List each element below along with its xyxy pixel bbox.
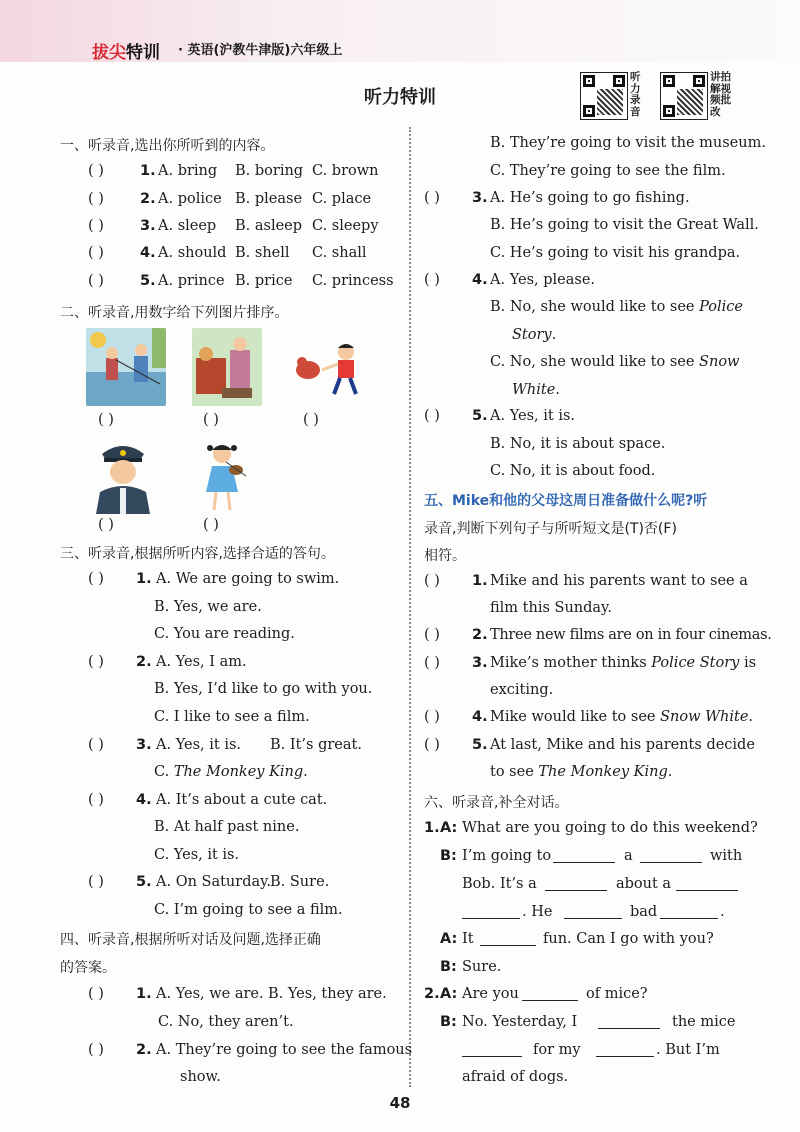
option-a: A. Yes, it is. xyxy=(490,408,576,424)
fill-blank[interactable] xyxy=(522,986,578,1001)
item-number: 1. xyxy=(136,986,152,1002)
item-number: 2. xyxy=(472,627,488,643)
item-number: 2. xyxy=(136,654,152,670)
answer-paren[interactable]: ( ) xyxy=(424,573,440,589)
picture-answer-paren[interactable]: ( ) xyxy=(203,517,219,533)
answer-paren[interactable]: ( ) xyxy=(88,163,104,179)
option-b: B. Yes, I’d like to go with you. xyxy=(154,681,373,697)
item-number: 3. xyxy=(472,655,488,671)
answer-paren[interactable]: ( ) xyxy=(88,737,104,753)
answer-paren[interactable]: ( ) xyxy=(424,627,440,643)
picture-answer-paren[interactable]: ( ) xyxy=(303,412,319,428)
option-c: C. sleepy xyxy=(312,218,379,234)
option-b: B. shell xyxy=(235,245,290,261)
option-c: C. Yes, it is. xyxy=(154,847,240,863)
dialogue-line: about a xyxy=(616,876,672,892)
dialogue-line: a xyxy=(624,848,633,864)
option-b: B. Yes, they are. xyxy=(268,986,387,1002)
speaker-b-label: B: xyxy=(440,959,457,975)
qr-caption-video: 讲拍解视频批改 xyxy=(710,71,731,118)
answer-paren[interactable]: ( ) xyxy=(88,245,104,261)
fill-blank[interactable] xyxy=(564,904,622,919)
dialogue-line: for my xyxy=(533,1042,581,1058)
dialogue-line: . But I’m xyxy=(656,1042,720,1058)
statement-text-cont: to see The Monkey King. xyxy=(490,764,673,780)
option-c: C. He’s going to visit his grandpa. xyxy=(490,245,741,261)
picture-answer-paren[interactable]: ( ) xyxy=(98,412,114,428)
section2-heading: 二、听录音,用数字给下列图片排序。 xyxy=(60,305,289,321)
item-number: 4. xyxy=(140,245,156,261)
option-c-cont: White. xyxy=(512,382,560,398)
item-number: 5. xyxy=(140,273,156,289)
option-c: C. No, they aren’t. xyxy=(158,1014,294,1030)
option-a: A. On Saturday. xyxy=(156,874,272,890)
section3-heading: 三、听录音,根据所听内容,选择合适的答句。 xyxy=(60,546,335,562)
option-a: A. He’s going to go fishing. xyxy=(490,190,690,206)
answer-paren[interactable]: ( ) xyxy=(88,874,104,890)
page-number: 48 xyxy=(389,1094,411,1112)
fill-blank[interactable] xyxy=(676,876,738,891)
dialogue-line: It xyxy=(462,931,474,947)
option-b-cont: Story. xyxy=(512,327,557,343)
fill-blank[interactable] xyxy=(545,876,607,891)
option-a: A. Yes, I am. xyxy=(156,654,247,670)
page-title: 听力特训 xyxy=(364,87,436,108)
option-c: C. I’m going to see a film. xyxy=(154,902,343,918)
answer-paren[interactable]: ( ) xyxy=(424,737,440,753)
option-b: B. please xyxy=(235,191,303,207)
option-a: A. We are going to swim. xyxy=(156,571,340,587)
fill-blank[interactable] xyxy=(640,848,702,863)
option-c: C. I like to see a film. xyxy=(154,709,310,725)
option-c: C. brown xyxy=(312,163,379,179)
dialogue-line: bad xyxy=(630,904,658,920)
dialogue-line: . He xyxy=(522,904,553,920)
option-b: B. No, she would like to see Police xyxy=(490,299,744,315)
option-a: A. bring xyxy=(158,163,218,179)
dialogue-line: afraid of dogs. xyxy=(462,1069,569,1085)
item-number: 4. xyxy=(472,709,488,725)
dialogue-line: the mice xyxy=(672,1014,736,1030)
answer-paren[interactable]: ( ) xyxy=(88,218,104,234)
fill-blank[interactable] xyxy=(553,848,615,863)
item-number: 4. xyxy=(136,792,152,808)
option-b: B. He’s going to visit the Great Wall. xyxy=(490,217,759,233)
answer-paren[interactable]: ( ) xyxy=(424,272,440,288)
option-c: C. princess xyxy=(312,273,394,289)
brand-logo: 拔尖特训 xyxy=(92,43,160,63)
section5-heading-cont: 相符。 xyxy=(424,548,466,564)
option-b: B. asleep xyxy=(235,218,303,234)
section6-heading: 六、听录音,补全对话。 xyxy=(424,795,569,811)
option-a: A. Yes, it is. xyxy=(156,737,242,753)
option-b: B. Yes, we are. xyxy=(154,599,262,615)
section4-heading: 四、听录音,根据所听对话及问题,选择正确 xyxy=(60,932,321,948)
option-a: A. They’re going to see the famous xyxy=(156,1042,413,1058)
dialogue-line: Are you xyxy=(462,986,519,1002)
dialogue-line: What are you going to do this weekend? xyxy=(462,820,758,836)
statement-text: Mike’s mother thinks Police Story is xyxy=(490,655,757,671)
answer-paren[interactable]: ( ) xyxy=(88,986,104,1002)
item-number: 1. xyxy=(140,163,156,179)
fill-blank[interactable] xyxy=(462,904,520,919)
option-c: C. They’re going to see the film. xyxy=(490,163,726,179)
picture-answer-paren[interactable]: ( ) xyxy=(203,412,219,428)
picture-police-officer xyxy=(92,438,154,514)
option-b: B. price xyxy=(235,273,293,289)
fill-blank[interactable] xyxy=(596,1042,654,1057)
option-c: C. The Monkey King. xyxy=(154,764,308,780)
statement-text-cont: film this Sunday. xyxy=(490,600,612,616)
answer-paren[interactable]: ( ) xyxy=(88,191,104,207)
answer-paren[interactable]: ( ) xyxy=(88,792,104,808)
item-number: 5. xyxy=(136,874,152,890)
dialogue-number: 2. xyxy=(424,986,440,1002)
option-b: B. boring xyxy=(235,163,304,179)
section5-heading: 五、Mike和他的父母这周日准备做什么呢?听 xyxy=(424,493,708,509)
option-c: C. shall xyxy=(312,245,367,261)
dialogue-line: No. Yesterday, I xyxy=(462,1014,578,1030)
fill-blank[interactable] xyxy=(660,904,718,919)
item-number: 3. xyxy=(472,190,488,206)
qr-caption-listening: 听力录音 xyxy=(630,71,641,118)
item-number: 5. xyxy=(472,408,488,424)
answer-paren[interactable]: ( ) xyxy=(88,654,104,670)
answer-paren[interactable]: ( ) xyxy=(424,190,440,206)
item-number: 2. xyxy=(136,1042,152,1058)
picture-answer-paren[interactable]: ( ) xyxy=(98,517,114,533)
statement-text: Mike and his parents want to see a xyxy=(490,573,748,589)
speaker-b-label: B: xyxy=(440,1014,457,1030)
answer-paren[interactable]: ( ) xyxy=(88,571,104,587)
option-b: B. At half past nine. xyxy=(154,819,300,835)
answer-paren[interactable]: ( ) xyxy=(424,408,440,424)
option-a-cont: show. xyxy=(180,1069,221,1085)
item-number: 3. xyxy=(136,737,152,753)
option-a: A. should xyxy=(158,245,227,261)
option-c: C. You are reading. xyxy=(154,626,295,642)
fill-blank[interactable] xyxy=(462,1042,522,1057)
item-number: 3. xyxy=(140,218,156,234)
option-b: B. It’s great. xyxy=(270,737,362,753)
dialogue-line: fun. Can I go with you? xyxy=(543,931,714,947)
picture-girl-violin xyxy=(200,440,248,512)
picture-boy-with-dog xyxy=(292,340,362,398)
option-a: A. Yes, please. xyxy=(490,272,596,288)
option-a: A. police xyxy=(158,191,222,207)
section1-heading: 一、听录音,选出你所听到的内容。 xyxy=(60,138,275,154)
item-number: 5. xyxy=(472,737,488,753)
answer-paren[interactable]: ( ) xyxy=(424,655,440,671)
dialogue-line: of mice? xyxy=(586,986,648,1002)
option-a: A. It’s about a cute cat. xyxy=(156,792,328,808)
speaker-a-label: A: xyxy=(440,931,458,947)
item-number: 2. xyxy=(140,191,156,207)
section5-heading-cont: 录音,判断下列句子与所听短文是(T)否(F) xyxy=(424,521,677,537)
picture-dragon-dance xyxy=(192,328,262,406)
section4-heading-cont: 的答案。 xyxy=(60,960,116,976)
speaker-a-label: A: xyxy=(440,986,458,1002)
fill-blank[interactable] xyxy=(598,1014,660,1029)
subject-label: · 英语(沪教牛津版)六年级上 xyxy=(178,43,343,58)
option-a: A. Yes, we are. xyxy=(156,986,264,1002)
speaker-b-label: B: xyxy=(440,848,457,864)
picture-fishing-scene xyxy=(86,328,166,406)
option-a: A. sleep xyxy=(158,218,217,234)
speaker-a-label: A: xyxy=(440,820,458,836)
option-a: A. prince xyxy=(158,273,225,289)
answer-paren[interactable]: ( ) xyxy=(88,1042,104,1058)
statement-text: Three new films are on in four cinemas. xyxy=(490,627,772,643)
option-c: C. place xyxy=(312,191,372,207)
statement-text: Mike would like to see Snow White. xyxy=(490,709,754,725)
dialogue-number: 1. xyxy=(424,820,440,836)
item-number: 1. xyxy=(136,571,152,587)
dialogue-line: I’m going to xyxy=(462,848,552,864)
option-c: C. No, it is about food. xyxy=(490,463,656,479)
answer-paren[interactable]: ( ) xyxy=(88,273,104,289)
dialogue-line: . xyxy=(720,904,725,920)
answer-paren[interactable]: ( ) xyxy=(424,709,440,725)
fill-blank[interactable] xyxy=(480,931,536,946)
dialogue-line: Sure. xyxy=(462,959,502,975)
item-number: 4. xyxy=(472,272,488,288)
statement-text-cont: exciting. xyxy=(490,682,554,698)
option-b: B. They’re going to visit the museum. xyxy=(490,135,766,151)
option-c: C. No, she would like to see Snow xyxy=(490,354,740,370)
column-divider xyxy=(409,127,411,1087)
option-b: B. No, it is about space. xyxy=(490,436,666,452)
statement-text: At last, Mike and his parents decide xyxy=(490,737,755,753)
option-b: B. Sure. xyxy=(270,874,330,890)
item-number: 1. xyxy=(472,573,488,589)
dialogue-line: with xyxy=(710,848,743,864)
dialogue-line: Bob. It’s a xyxy=(462,876,537,892)
